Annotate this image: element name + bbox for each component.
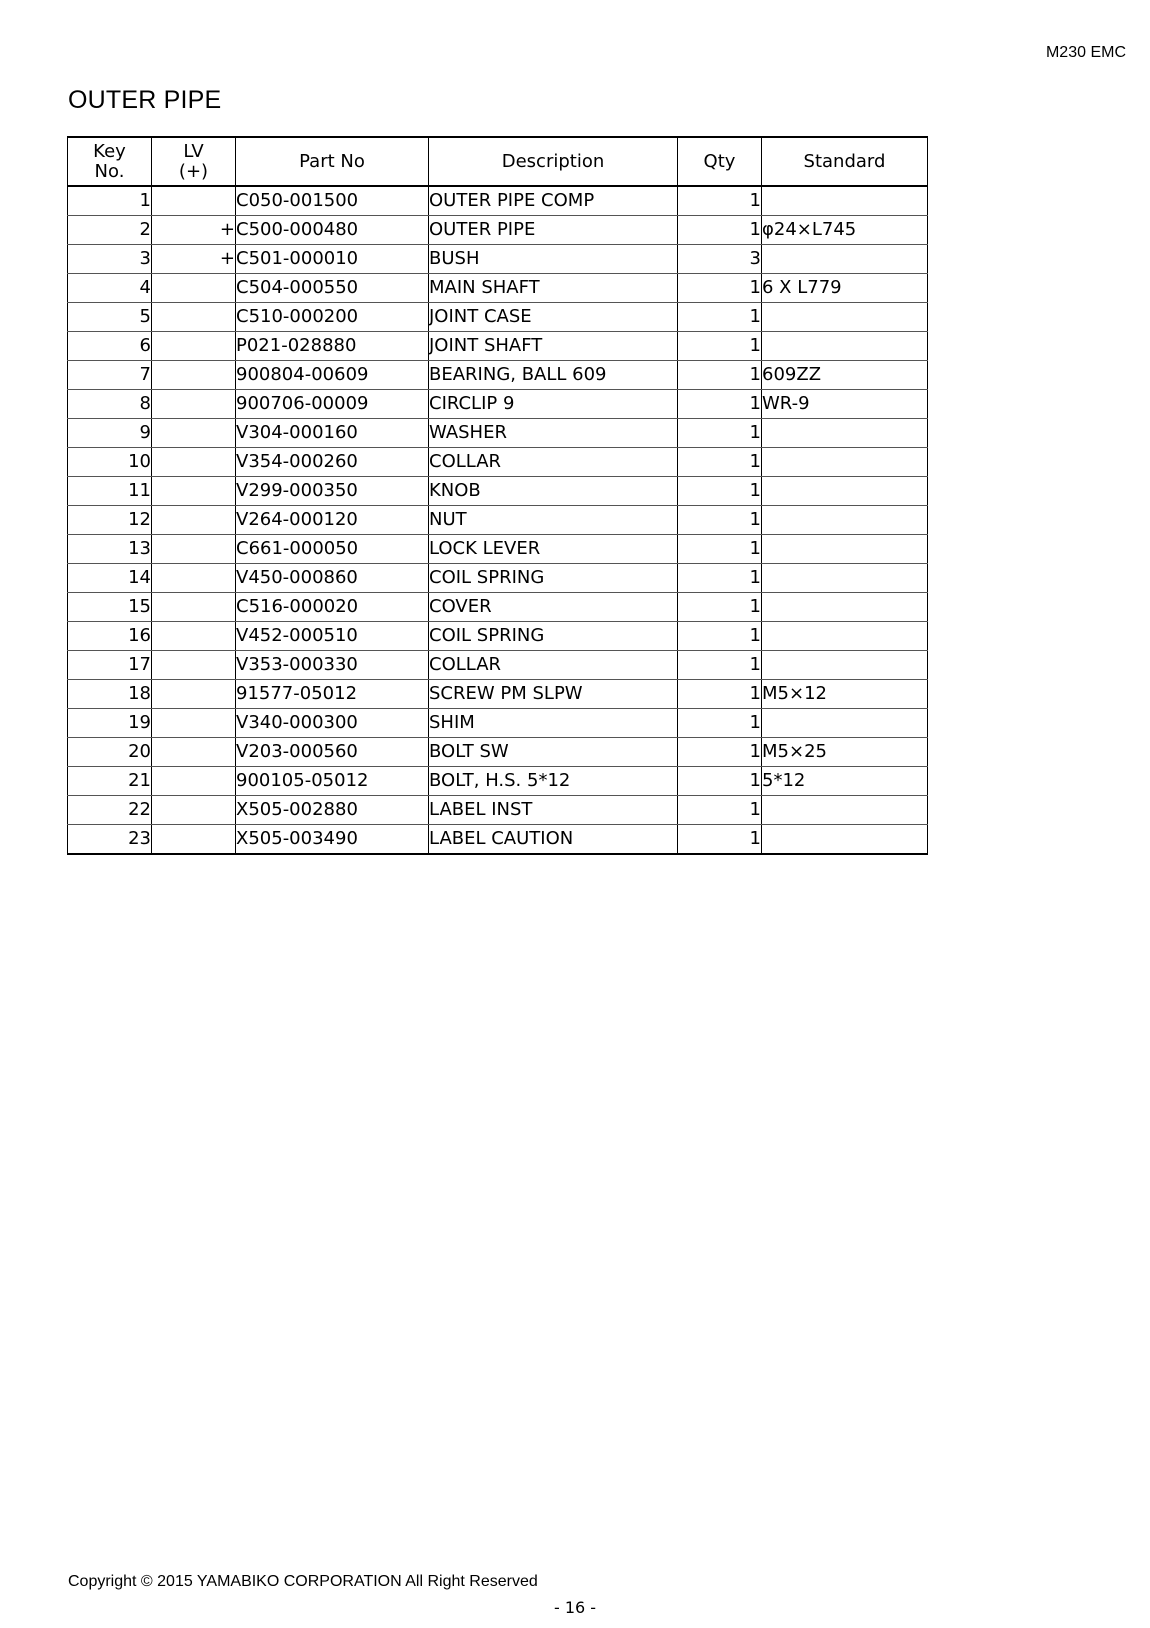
- header-description: Description: [429, 137, 678, 186]
- cell-qty: 1: [678, 332, 762, 361]
- cell-lv: [152, 680, 236, 709]
- copyright-notice: Copyright © 2015 YAMABIKO CORPORATION All Right Reserved: [68, 1573, 538, 1590]
- cell-standard: [762, 593, 928, 622]
- table-row: [68, 332, 928, 361]
- cell-lv: [152, 186, 236, 216]
- cell-description: NUT: [429, 506, 678, 535]
- cell-key-no: 20: [68, 738, 152, 767]
- cell-part-no: P021-028880: [236, 332, 429, 361]
- cell-part-no: X505-003490: [236, 825, 429, 855]
- cell-lv: [152, 332, 236, 361]
- cell-key-no: 17: [68, 651, 152, 680]
- cell-part-no: V354-000260: [236, 448, 429, 477]
- header-key-no: [68, 137, 152, 186]
- table-row: [68, 245, 928, 274]
- cell-description: COLLAR: [429, 651, 678, 680]
- cell-lv: [152, 796, 236, 825]
- cell-qty: 1: [678, 796, 762, 825]
- parts-table-header: [68, 137, 928, 186]
- header-lv-line2: (+): [178, 160, 209, 182]
- cell-qty: 1: [678, 216, 762, 245]
- cell-key-no: 11: [68, 477, 152, 506]
- cell-key-no: 3: [68, 245, 152, 274]
- cell-key-no: 18: [68, 680, 152, 709]
- table-row: [68, 767, 928, 796]
- cell-qty: 1: [678, 186, 762, 216]
- cell-qty: 1: [678, 361, 762, 390]
- cell-qty: 1: [678, 419, 762, 448]
- table-row: [68, 274, 928, 303]
- header-key-line1: Key: [93, 140, 126, 162]
- cell-standard: [762, 535, 928, 564]
- header-key-line2: No.: [94, 160, 125, 182]
- cell-qty: 1: [678, 274, 762, 303]
- cell-standard: [762, 796, 928, 825]
- cell-description: COIL SPRING: [429, 622, 678, 651]
- table-row: [68, 825, 928, 855]
- cell-standard: [762, 506, 928, 535]
- cell-part-no: 900804-00609: [236, 361, 429, 390]
- cell-standard: M5×25: [762, 738, 928, 767]
- cell-description: SHIM: [429, 709, 678, 738]
- table-row: [68, 216, 928, 245]
- cell-part-no: C504-000550: [236, 274, 429, 303]
- header-standard: Standard: [762, 137, 928, 186]
- table-row: [68, 361, 928, 390]
- cell-description: BEARING, BALL 609: [429, 361, 678, 390]
- cell-part-no: 91577-05012: [236, 680, 429, 709]
- cell-standard: 5*12: [762, 767, 928, 796]
- cell-part-no: V450-000860: [236, 564, 429, 593]
- cell-part-no: V299-000350: [236, 477, 429, 506]
- cell-qty: 1: [678, 303, 762, 332]
- cell-description: KNOB: [429, 477, 678, 506]
- header-lv: [152, 137, 236, 186]
- cell-standard: M5×12: [762, 680, 928, 709]
- cell-qty: 1: [678, 680, 762, 709]
- cell-standard: 609ZZ: [762, 361, 928, 390]
- cell-standard: 6 X L779: [762, 274, 928, 303]
- cell-description: LABEL INST: [429, 796, 678, 825]
- cell-part-no: V340-000300: [236, 709, 429, 738]
- parts-table-body: [68, 186, 928, 854]
- cell-standard: [762, 332, 928, 361]
- cell-lv: [152, 767, 236, 796]
- table-row: [68, 419, 928, 448]
- cell-lv: [152, 303, 236, 332]
- model-code: M230 EMC: [1045, 44, 1126, 61]
- cell-qty: 1: [678, 767, 762, 796]
- cell-key-no: 23: [68, 825, 152, 855]
- cell-part-no: V264-000120: [236, 506, 429, 535]
- cell-part-no: X505-002880: [236, 796, 429, 825]
- cell-lv: +: [152, 216, 236, 245]
- table-row: [68, 390, 928, 419]
- cell-key-no: 8: [68, 390, 152, 419]
- header-part-no: Part No: [236, 137, 429, 186]
- cell-standard: φ24×L745: [762, 216, 928, 245]
- cell-qty: 1: [678, 622, 762, 651]
- cell-key-no: 19: [68, 709, 152, 738]
- cell-key-no: 16: [68, 622, 152, 651]
- table-row: [68, 738, 928, 767]
- cell-standard: [762, 622, 928, 651]
- cell-qty: 1: [678, 506, 762, 535]
- cell-key-no: 7: [68, 361, 152, 390]
- cell-lv: [152, 738, 236, 767]
- cell-description: OUTER PIPE COMP: [429, 186, 678, 216]
- cell-key-no: 1: [68, 186, 152, 216]
- cell-description: LABEL CAUTION: [429, 825, 678, 855]
- cell-description: BOLT SW: [429, 738, 678, 767]
- cell-lv: [152, 477, 236, 506]
- header-qty: Qty: [678, 137, 762, 186]
- cell-key-no: 22: [68, 796, 152, 825]
- cell-lv: [152, 651, 236, 680]
- cell-qty: 1: [678, 738, 762, 767]
- cell-qty: 1: [678, 390, 762, 419]
- cell-qty: 1: [678, 448, 762, 477]
- cell-standard: [762, 186, 928, 216]
- table-row: [68, 680, 928, 709]
- cell-key-no: 12: [68, 506, 152, 535]
- cell-lv: [152, 622, 236, 651]
- cell-key-no: 21: [68, 767, 152, 796]
- cell-key-no: 4: [68, 274, 152, 303]
- cell-description: COVER: [429, 593, 678, 622]
- cell-part-no: V304-000160: [236, 419, 429, 448]
- cell-part-no: V452-000510: [236, 622, 429, 651]
- cell-qty: 1: [678, 651, 762, 680]
- cell-key-no: 13: [68, 535, 152, 564]
- table-row: [68, 448, 928, 477]
- cell-key-no: 14: [68, 564, 152, 593]
- header-lv-line1: LV: [183, 140, 204, 162]
- cell-description: COIL SPRING: [429, 564, 678, 593]
- cell-standard: [762, 825, 928, 855]
- cell-part-no: V353-000330: [236, 651, 429, 680]
- cell-description: OUTER PIPE: [429, 216, 678, 245]
- cell-part-no: C501-000010: [236, 245, 429, 274]
- cell-qty: 1: [678, 477, 762, 506]
- table-row: [68, 709, 928, 738]
- cell-standard: [762, 303, 928, 332]
- cell-lv: [152, 274, 236, 303]
- cell-part-no: C510-000200: [236, 303, 429, 332]
- cell-qty: 1: [678, 825, 762, 855]
- cell-key-no: 9: [68, 419, 152, 448]
- cell-description: BOLT, H.S. 5*12: [429, 767, 678, 796]
- cell-standard: [762, 564, 928, 593]
- cell-description: JOINT CASE: [429, 303, 678, 332]
- cell-qty: 1: [678, 593, 762, 622]
- cell-lv: [152, 564, 236, 593]
- cell-part-no: V203-000560: [236, 738, 429, 767]
- cell-description: COLLAR: [429, 448, 678, 477]
- cell-key-no: 10: [68, 448, 152, 477]
- table-row: [68, 506, 928, 535]
- cell-standard: [762, 448, 928, 477]
- cell-standard: WR-9: [762, 390, 928, 419]
- cell-lv: [152, 361, 236, 390]
- table-row: [68, 651, 928, 680]
- cell-lv: [152, 825, 236, 855]
- cell-description: WASHER: [429, 419, 678, 448]
- cell-lv: [152, 709, 236, 738]
- cell-part-no: C500-000480: [236, 216, 429, 245]
- cell-lv: [152, 506, 236, 535]
- cell-standard: [762, 651, 928, 680]
- table-row: [68, 535, 928, 564]
- cell-lv: +: [152, 245, 236, 274]
- cell-description: CIRCLIP 9: [429, 390, 678, 419]
- cell-part-no: 900105-05012: [236, 767, 429, 796]
- table-row: [68, 477, 928, 506]
- cell-qty: 1: [678, 535, 762, 564]
- cell-key-no: 5: [68, 303, 152, 332]
- cell-standard: [762, 477, 928, 506]
- page-number: - 16 -: [553, 1598, 597, 1617]
- cell-qty: 3: [678, 245, 762, 274]
- cell-lv: [152, 419, 236, 448]
- parts-table: [67, 136, 928, 855]
- cell-description: MAIN SHAFT: [429, 274, 678, 303]
- section-title: OUTER PIPE: [68, 86, 222, 114]
- cell-description: JOINT SHAFT: [429, 332, 678, 361]
- cell-key-no: 6: [68, 332, 152, 361]
- cell-standard: [762, 709, 928, 738]
- table-row: [68, 593, 928, 622]
- cell-part-no: C661-000050: [236, 535, 429, 564]
- cell-standard: [762, 245, 928, 274]
- cell-description: SCREW PM SLPW: [429, 680, 678, 709]
- cell-key-no: 15: [68, 593, 152, 622]
- table-row: [68, 796, 928, 825]
- cell-part-no: 900706-00009: [236, 390, 429, 419]
- table-row: [68, 186, 928, 216]
- cell-key-no: 2: [68, 216, 152, 245]
- cell-lv: [152, 448, 236, 477]
- cell-lv: [152, 535, 236, 564]
- cell-description: BUSH: [429, 245, 678, 274]
- cell-lv: [152, 390, 236, 419]
- cell-qty: 1: [678, 709, 762, 738]
- cell-part-no: C050-001500: [236, 186, 429, 216]
- cell-standard: [762, 419, 928, 448]
- table-row: [68, 622, 928, 651]
- table-row: [68, 303, 928, 332]
- cell-part-no: C516-000020: [236, 593, 429, 622]
- cell-description: LOCK LEVER: [429, 535, 678, 564]
- cell-qty: 1: [678, 564, 762, 593]
- table-row: [68, 564, 928, 593]
- cell-lv: [152, 593, 236, 622]
